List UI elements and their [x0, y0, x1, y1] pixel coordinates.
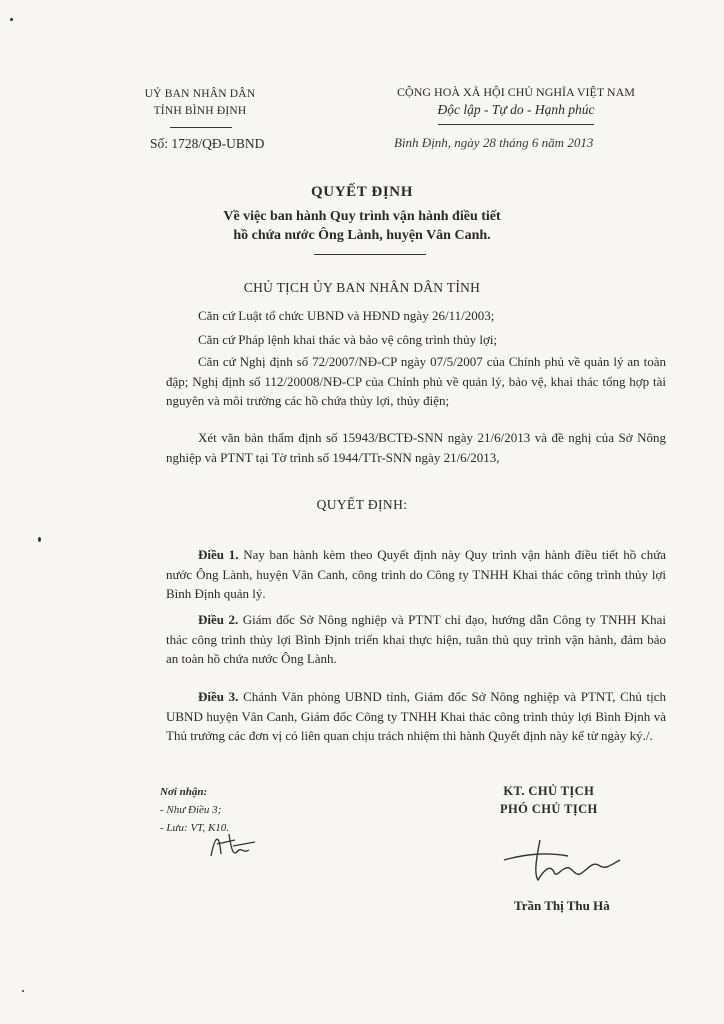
signer-title-line-2: PHÓ CHỦ TỊCH: [500, 802, 598, 816]
initial-mark: [205, 826, 265, 866]
authority-heading: CHỦ TỊCH ỦY BAN NHÂN DÂN TỈNH: [243, 280, 481, 295]
org-line-2: TỈNH BÌNH ĐỊNH: [153, 105, 247, 117]
scan-speck: [22, 990, 24, 992]
handwritten-signature: [496, 830, 636, 890]
signer-title-line-1: KT. CHỦ TỊCH: [503, 784, 595, 798]
article-1-label: Điều 1.: [198, 547, 239, 562]
basis-ordinance: Căn cứ Pháp lệnh khai thác và bảo vệ công trình thủy lợi;: [198, 332, 498, 347]
subject-line-1: Về việc ban hành Quy trình vận hành điều tiết: [223, 209, 501, 224]
article-3-label: Điều 3.: [198, 689, 239, 704]
article-1-text: Nay ban hành kèm theo Quyết định này Quy trình vận hành điều tiết hồ chứa nước Ông Lành, huyện Vân Canh, công trình do Công ty TNHH Khai thác công trình thủy lợi Bình Định quản lý.: [166, 547, 667, 601]
national-header: [356, 84, 676, 118]
title-underline: [314, 254, 426, 255]
scan-speck: [10, 18, 13, 21]
scan-speck: [38, 537, 41, 542]
basis-consideration: Xét văn bản thẩm định số 15943/BCTĐ-SNN ngày 21/6/2013 và đề nghị của Sở Nông nghiệp và PTNT tại Tờ trình số 1944/TTr-SNN ngày 21/6/2013,: [166, 430, 666, 465]
subject-line-2: hồ chứa nước Ông Lành, huyện Vân Canh.: [233, 228, 491, 243]
article-1: [166, 545, 666, 604]
signer-name: Trần Thị Thu Hà: [514, 898, 610, 913]
article-3: [166, 687, 666, 746]
basis-decree: Căn cứ Nghị định số 72/2007/NĐ-CP ngày 07/5/2007 của Chính phủ về quản lý an toàn đập; Nghị định số 112/20008/NĐ-CP của Chính phủ về quản lý, bảo vệ, khai thác tổng hợp tài nguyên và môi trường các hồ chứa thủy lợi, thủy điện;: [166, 354, 666, 408]
document-number: Số: 1728/QĐ-UBND: [150, 136, 265, 151]
org-line-1: UỶ BAN NHÂN DÂN: [144, 88, 256, 100]
signer-title: [500, 782, 598, 818]
document-subject: [0, 207, 724, 245]
recipient-item: - Như Điều 3;: [160, 804, 222, 816]
article-3-text: Chánh Văn phòng UBND tỉnh, Giám đốc Sở Nông nghiệp và PTNT, Chủ tịch UBND huyện Vân Canh, Giám đốc Công ty TNHH Khai thác công trình thủy lợi Bình Định và Thủ trưởng các đơn vị có liên quan chịu trách nhiệm thi hành Quyết định này kể từ ngày ký./.: [166, 689, 666, 743]
nation-motto: Độc lập - Tự do - Hạnh phúc: [437, 102, 595, 117]
decision-heading: QUYẾT ĐỊNH:: [316, 497, 408, 512]
issuing-organization: [130, 86, 270, 120]
motto-underline: [438, 124, 594, 125]
article-2-text: Giám đốc Sở Nông nghiệp và PTNT chỉ đạo, hướng dẫn Công ty TNHH Khai thác công trình thủy lợi Bình Định triển khai thực hiện, tuân thủ quy trình vận hành, đảm bảo an toàn hồ chứa nước Ông Lành.: [166, 612, 667, 666]
recipient-item: - Lưu: VT, K10.: [160, 822, 230, 834]
article-2: [166, 610, 666, 669]
org-underline: [170, 127, 232, 128]
recipients-label: Nơi nhận:: [160, 786, 208, 798]
basis-law: Căn cứ Luật tổ chức UBND và HĐND ngày 26/11/2003;: [198, 308, 495, 323]
nation-title: CỘNG HOÀ XÃ HỘI CHỦ NGHĨA VIỆT NAM: [397, 85, 635, 99]
article-2-label: Điều 2.: [198, 612, 239, 627]
document-title: QUYẾT ĐỊNH: [311, 184, 413, 200]
issue-date: Bình Định, ngày 28 tháng 6 năm 2013: [394, 135, 594, 150]
